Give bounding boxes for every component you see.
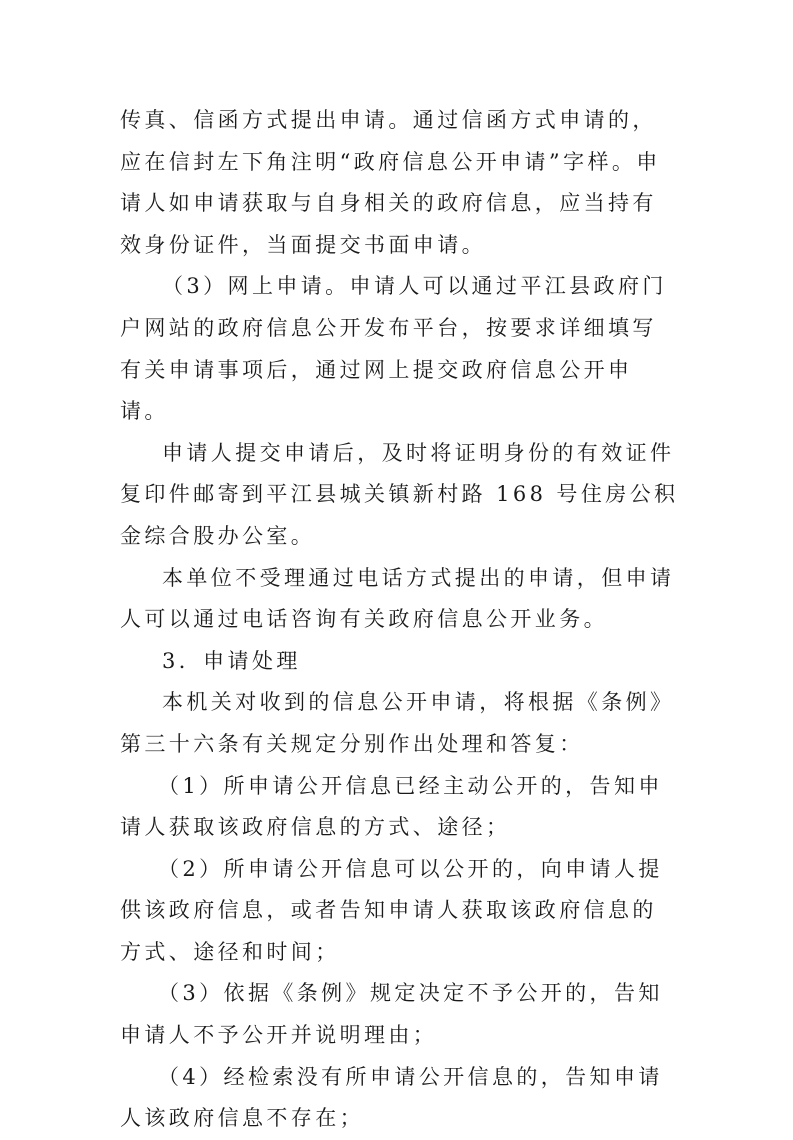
section-heading-application-processing: 3．申请处理	[162, 648, 301, 673]
paragraph-phone-consultation: 本单位不受理通过电话方式提出的申请，但申请人可以通过电话咨询有关政府信息公开业务。	[120, 565, 675, 632]
paragraph-mail-fax-application: 传真、信函方式提出申请。通过信函方式申请的，应在信封左下角注明“政府信息公开申请”字样。申请人如申请获取与自身相关的政府信息，应当持有效身份证件，当面提交书面申请。	[120, 108, 661, 257]
list-item-not-public: （3）依据《条例》规定决定不予公开的，告知申请人不予公开并说明理由；	[120, 981, 663, 1048]
paragraph-id-copy-mailing: 申请人提交申请后，及时将证明身份的有效证件复印件邮寄到平江县城关镇新村路 168 号住房公积金综合股办公室。	[120, 440, 679, 548]
list-item-not-exist: （4）经检索没有所申请公开信息的，告知申请人该政府信息不存在；	[120, 1064, 663, 1131]
document-body	[120, 100, 680, 1140]
list-item-already-public: （1）所申请公开信息已经主动公开的，告知申请人获取该政府信息的方式、途径；	[120, 773, 663, 840]
paragraph-processing-intro: 本机关对收到的信息公开申请，将根据《条例》第三十六条有关规定分别作出处理和答复：	[120, 690, 675, 756]
paragraph-online-application: （3）网上申请。申请人可以通过平江县政府门户网站的政府信息公开发布平台，按要求详细填写有关申请事项后，通过网上提交政府信息公开申请。	[120, 274, 667, 424]
list-item-can-be-public: （2）所申请公开信息可以公开的，向申请人提供该政府信息，或者告知申请人获取该政府信息的方式、途径和时间；	[120, 856, 663, 964]
